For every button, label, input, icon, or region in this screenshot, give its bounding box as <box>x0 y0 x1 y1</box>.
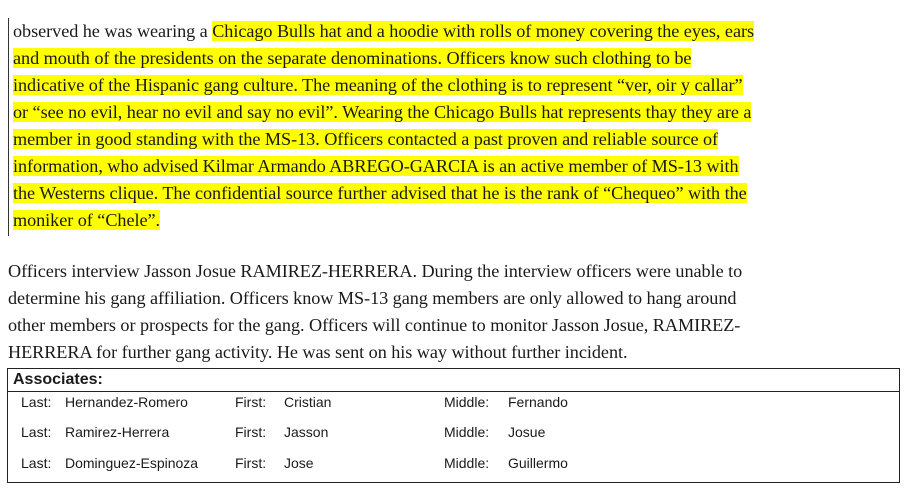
text-line <box>13 180 747 206</box>
highlighted-text: or “see no evil, hear no evil and say no evil”. Wearing the Chicago Bulls hat represents thay they are a <box>13 102 752 122</box>
text-line: Officers interview Jasson Josue RAMIREZ-HERRERA. During the interview officers were unable to <box>8 261 743 281</box>
associate-row <box>8 389 899 415</box>
middle-label: Middle: <box>444 455 490 471</box>
narrative-paragraph-highlighted <box>8 18 902 236</box>
text-line: other members or prospects for the gang. Officers will continue to monitor Jasson Josue, RAMIREZ- <box>8 315 741 335</box>
text-line <box>13 45 691 71</box>
narrative-paragraph <box>4 258 904 366</box>
last-name: Ramirez-Herrera <box>65 424 170 440</box>
text-line <box>13 99 751 125</box>
highlighted-text: information, who advised Kilmar Armando ABREGO-GARCIA is an active member of MS-13 with <box>13 156 739 176</box>
text-line <box>13 72 743 98</box>
highlighted-text: indicative of the Hispanic gang culture. The meaning of the clothing is to represent “ver, oir y callar” <box>13 75 743 95</box>
first-name: Jasson <box>284 424 329 440</box>
highlighted-text: the Westerns clique. The confidential source further advised that he is the rank of “Chequeo” with the <box>13 183 747 203</box>
text-line <box>13 207 160 233</box>
highlighted-text: member in good standing with the MS-13. Officers contacted a past proven and reliable source of <box>13 129 719 149</box>
first-name: Jose <box>284 455 314 471</box>
middle-label: Middle: <box>444 394 490 410</box>
first-label: First: <box>235 394 267 410</box>
highlighted-text: Chicago Bulls hat and a hoodie with rolls of money covering the eyes, ears <box>212 21 754 41</box>
text-line: determine his gang affiliation. Officers know MS-13 gang members are only allowed to hang around <box>8 288 737 308</box>
last-label: Last: <box>21 455 52 471</box>
last-name: Dominguez-Espinoza <box>65 455 199 471</box>
highlighted-text: and mouth of the presidents on the separate denominations. Officers know such clothing to be <box>13 48 692 68</box>
text-line <box>13 153 739 179</box>
first-name: Cristian <box>284 394 332 410</box>
text-segment: observed he was wearing a <box>13 21 213 41</box>
middle-label: Middle: <box>444 424 490 440</box>
last-name: Hernandez-Romero <box>65 394 188 410</box>
associate-row <box>8 450 899 476</box>
last-label: Last: <box>21 424 52 440</box>
associates-table <box>7 368 900 483</box>
associate-row <box>8 419 899 445</box>
text-line <box>13 126 718 152</box>
last-label: Last: <box>21 394 52 410</box>
highlighted-text: moniker of “Chele”. <box>13 210 161 230</box>
middle-name: Guillermo <box>508 455 568 471</box>
associates-title: Associates: <box>13 371 103 388</box>
middle-name: Fernando <box>508 394 568 410</box>
first-label: First: <box>235 424 267 440</box>
text-line: HERRERA for further gang activity. He was sent on his way without further incident. <box>8 342 628 362</box>
middle-name: Josue <box>508 424 546 440</box>
text-line <box>13 18 754 44</box>
first-label: First: <box>235 455 267 471</box>
